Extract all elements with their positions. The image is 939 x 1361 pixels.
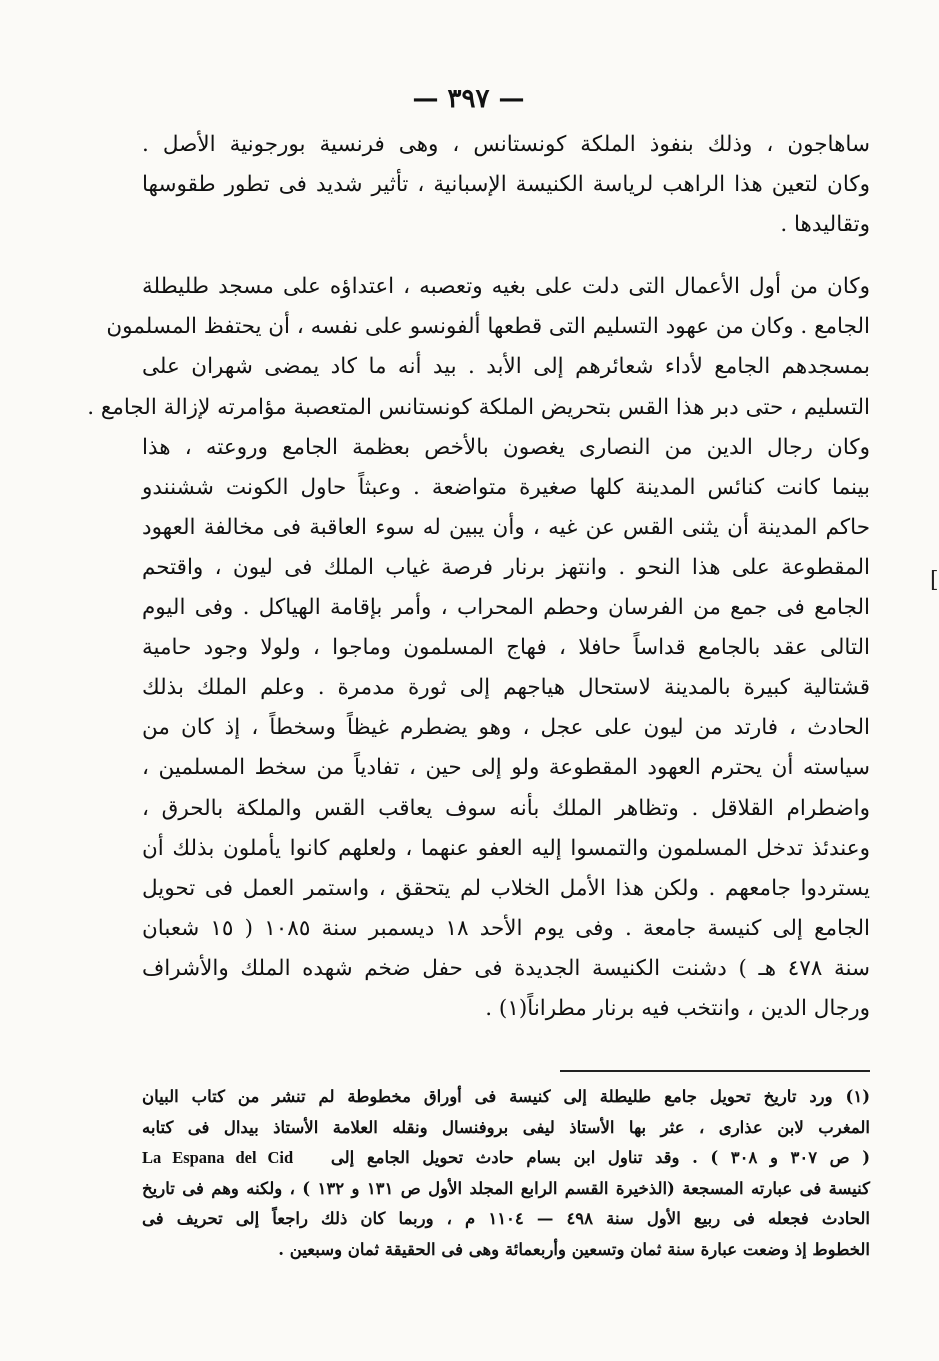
paragraph <box>142 125 870 245</box>
main-text <box>87 125 870 1029</box>
text-line: المقطوعة على هذا النحو . وانتهز برنار فرصة غياب الملك فى ليون ، واقتحم <box>142 554 870 580</box>
page-number: — ٣٩٧ — <box>412 84 525 114</box>
text-line: التسليم ، حتى دبر هذا القس بتحريض الملكة كونستانس المتعصبة مؤامرته لإزالة الجامع . <box>87 394 870 420</box>
text-line: وكان من أول الأعمال التى دلت على بغيه وتعصبه ، اعتداؤه على مسجد طليطلة <box>142 274 870 300</box>
footnote <box>142 1082 870 1265</box>
text-line: قشتالية كبيرة بالمدينة لاستحال هياجهم إلى ثورة مدمرة . وعلم الملك بذلك <box>142 675 870 701</box>
text-line: سياسته أن يحترم العهود المقطوعة ولو إلى حين ، تفادياً من سخط المسلمين ، <box>142 755 870 781</box>
text-line: بينما كانت كنائس المدينة كلها صغيرة متواضعة . وعبثاً حاول الكونت ششنندو <box>142 474 870 500</box>
text-line: ورجال الدين ، وانتخب فيه برنار مطراناً(١) . <box>485 995 870 1021</box>
margin-bracket-mark: [ <box>930 568 939 593</box>
footnote-line: المغرب لابن عذارى ، عثر بها الأستاذ ليفى بروفنسال ونقله العلامة الأستاذ بيدال فى كتابه <box>142 1117 870 1137</box>
text-line: الجامع . وكان من عهود التسليم التى قطعها ألفونسو على نفسه ، أن يحتفظ المسلمون <box>106 314 870 340</box>
footnote-line <box>142 1143 870 1174</box>
text-line: وكان رجال الدين من النصارى يغصون بالأخص بعظمة الجامع وروعته ، هذا <box>142 434 870 460</box>
text-line: واضطرام القلاقل . وتظاهر الملك بأنه سوف يعاقب القس والملكة بالحرق ، <box>142 795 870 821</box>
text-line: الحادث ، فارتد من ليون على عجل ، وهو يضطرم غيظاً وسخطاً ، إذ كان من <box>142 715 870 741</box>
text-line: بمسجدهم الجامع لأداء شعائرهم إلى الأبد . بيد أنه ما كاد يمضى شهران على <box>142 354 870 380</box>
text-line: الجامع إلى كنيسة جامعة . وفى يوم الأحد ١٨ ديسمبر سنة ١٠٨٥ ( ١٥ شعبان <box>142 915 870 941</box>
footnote-line: الحادث فجعله فى ربيع الأول سنة ٤٩٨ — ١١٠٤ م ، وربما كان ذلك راجعاً إلى تحريف فى <box>142 1209 870 1228</box>
footnote-citation: ( ص ٣٠٧ و ٣٠٨ ) . وقد تناول ابن بسام حادث تحويل الجامع إلى <box>330 1148 871 1167</box>
footnote-line: (١) ورد تاريخ تحويل جامع طليطلة إلى كنيسة فى أوراق مخطوطة لم تنشر من كتاب البيان <box>142 1087 870 1106</box>
text-line: وتقاليدها . <box>780 212 870 238</box>
text-line: وكان لتعين هذا الراهب لرياسة الكنيسة الإسبانية ، تأثير شديد فى تطور طقوسها <box>142 172 870 198</box>
text-line: وعندئذ تدخل المسلمون والتمسوا إليه العفو عنهما ، ولعلهم كانوا يأملون بذلك أن <box>142 835 870 861</box>
text-line: التالى عقد بالجامع قداساً حافلا ، فهاج المسلمون وماجوا ، ولولا وجود حامية <box>142 635 870 661</box>
footnote-divider <box>560 1070 870 1072</box>
text-line: سنة ٤٧٨ هـ ) دشنت الكنيسة الجديدة فى حفل ضخم شهده الملك والأشراف <box>142 955 870 981</box>
text-line: يستردوا جامعهم . ولكن هذا الأمل الخلاب لم يتحقق ، واستمر العمل فى تحويل <box>142 875 870 901</box>
text-line: حاكم المدينة أن يثنى القس عن غيه ، وأن يبين له سوء العاقبة فى مخالفة العهود <box>142 514 870 540</box>
footnote-line: كنيسة فى عبارته المسجعة (الذخيرة القسم الرابع المجلد الأول ص ١٣١ و ١٣٢ ) ، ولكنه وهم فى تاريخ <box>142 1178 870 1198</box>
book-title-latin: La Espana del Cid <box>142 1148 294 1167</box>
footnote-line: الخطوط إذ وضعت عبارة سنة ثمان وتسعين وأربعمائة وهى فى الحقيقة ثمان وسبعين . <box>278 1239 870 1259</box>
text-line: ساهاجون ، وذلك بنفوذ الملكة كونستانس ، وهى فرنسية بورجونية الأصل . <box>142 132 870 157</box>
text-line: الجامع فى جمع من الفرسان وحطم المحراب ، وأمر بإقامة الهياكل . وفى اليوم <box>142 595 870 621</box>
paragraph <box>87 267 870 1029</box>
